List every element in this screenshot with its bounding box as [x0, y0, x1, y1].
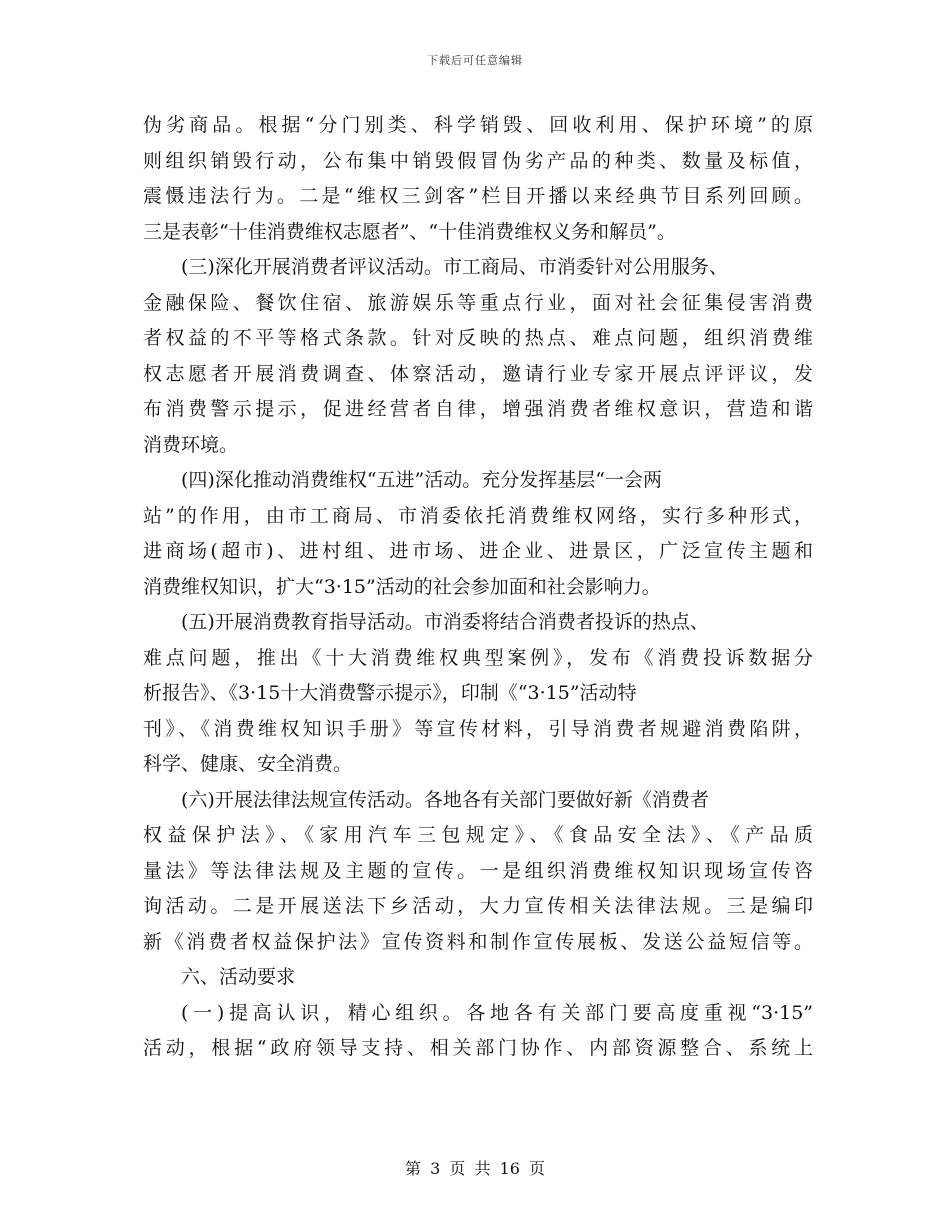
body-line: 析报告》、《3·15十大消费警示提示》，印制《“3·15”活动特: [143, 682, 637, 704]
body-line: 权志愿者开展消费调查、体察活动，邀请行业专家开展点评评议，发: [143, 362, 813, 385]
body-line: 活动，根据“政府领导支持、相关部门协作、内部资源整合、系统上: [143, 1037, 813, 1059]
body-line: 站”的作用，由市工商局、市消委依托消费维权网络，实行多种形式，: [143, 504, 813, 527]
body-line: 震慑违法行为。二是“维权三剑客”栏目开播以来经典节目系列回顾。: [143, 185, 813, 207]
body-line: 消费环境。: [143, 433, 239, 456]
body-line: 金融保险、餐饮住宿、旅游娱乐等重点行业，面对社会征集侵害消费: [143, 291, 813, 314]
page-header: 下载后可任意编辑: [427, 54, 523, 67]
body-line: 难点问题，推出《十大消费维权典型案例》，发布《消费投诉数据分: [143, 646, 813, 669]
document-body: [143, 108, 813, 1067]
page-number-footer: 第 3 页 共 16 页: [405, 1159, 545, 1178]
body-line: 询活动。二是开展送法下乡活动，大力宣传相关法律法规。三是编印: [143, 895, 813, 917]
body-line: (五)开展消费教育指导活动。市消委将结合消费者投诉的热点、: [181, 611, 709, 633]
body-line: 刊》、《消费维权知识手册》等宣传材料，引导消费者规避消费陷阱，: [143, 717, 813, 740]
body-line: 六、活动要求: [181, 966, 296, 988]
body-line: 者权益的不平等格式条款。针对反映的热点、难点问题，组织消费维: [143, 327, 813, 349]
body-line: (一)提高认识，精心组织。各地各有关部门要高度重视“3·15”: [181, 1001, 813, 1024]
body-line: 进商场(超市)、进村组、进市场、进企业、进景区，广泛宣传主题和: [143, 540, 813, 562]
body-line: (六)开展法律法规宣传活动。各地各有关部门要做好新《消费者: [181, 788, 709, 811]
body-line: 新《消费者权益保护法》宣传资料和制作宣传展板、发送公益短信等。: [143, 930, 813, 953]
body-line: (四)深化推动消费维权“五进”活动。充分发挥基层“一会两: [181, 469, 662, 491]
body-line: 权益保护法》、《家用汽车三包规定》、《食品安全法》、《产品质: [143, 824, 813, 846]
body-line: 消费维权知识，扩大“3·15”活动的社会参加面和社会影响力。: [143, 575, 661, 598]
body-line: 布消费警示提示，促进经营者自律，增强消费者维权意识，营造和谐: [143, 398, 813, 420]
body-line: 科学、健康、安全消费。: [143, 753, 353, 775]
body-line: 伪劣商品。根据“分门别类、科学销毁、回收利用、保护环境”的原: [143, 114, 813, 136]
body-line: 则组织销毁行动，公布集中销毁假冒伪劣产品的种类、数量及标值，: [143, 149, 813, 172]
body-line: 量法》等法律法规及主题的宣传。一是组织消费维权知识现场宣传咨: [143, 859, 813, 882]
body-line: (三)深化开展消费者评议活动。市工商局、市消委针对公用服务、: [181, 256, 728, 278]
body-line: 三是表彰“十佳消费维权志愿者”、“十佳消费维权义务和解员”。: [143, 220, 676, 243]
